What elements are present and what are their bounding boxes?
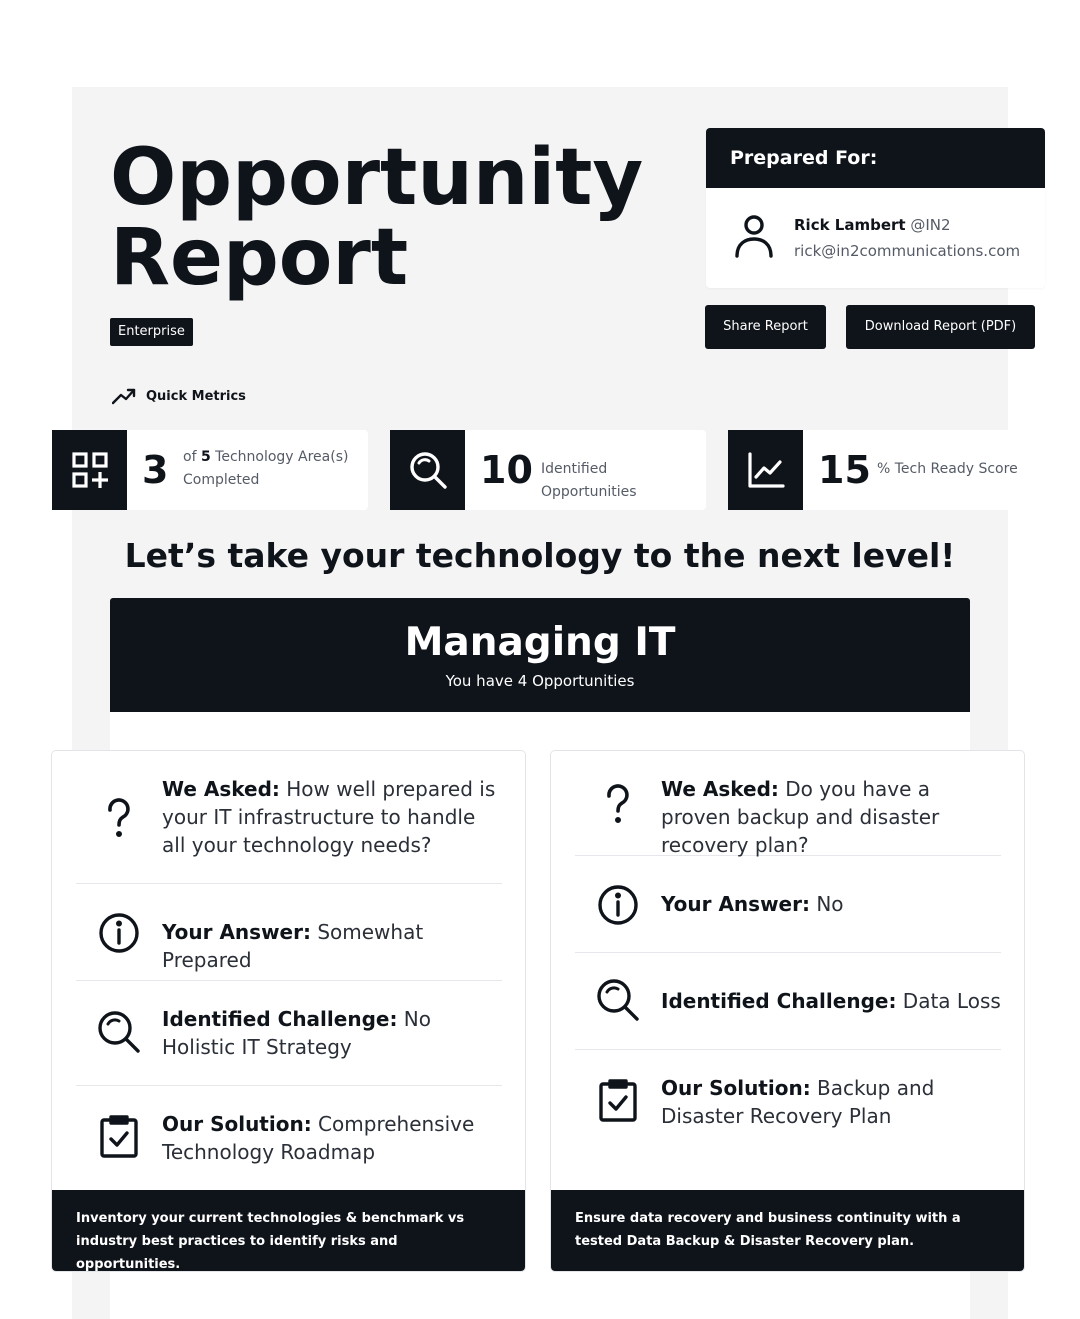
metric-card-tech-ready	[728, 430, 1045, 510]
share-report-button[interactable]: Share Report	[705, 305, 826, 349]
search-icon	[408, 450, 448, 490]
question-row: We Asked: How well prepared is your IT infrastructure to handle all your technology needs?	[76, 751, 502, 884]
quick-metrics-label: Quick Metrics	[146, 388, 246, 404]
card-footer: Inventory your current technologies & benchmark vs industry best practices to identify risks and opportunities.	[52, 1190, 525, 1271]
answer-row: Your Answer: Somewhat Prepared	[76, 884, 502, 981]
page-title	[110, 133, 644, 303]
headline: Let’s take your technology to the next level!	[124, 536, 956, 575]
metric-label: % Tech Ready Score	[877, 461, 1018, 477]
contact-name: Rick Lambert	[794, 216, 906, 234]
info-icon	[96, 910, 142, 956]
prepared-for-card	[706, 128, 1045, 288]
contact-handle: @IN2	[910, 216, 951, 234]
info-icon	[595, 882, 641, 928]
question-icon	[595, 781, 641, 827]
prepared-for-heading: Prepared For:	[706, 128, 1045, 188]
opportunity-card	[51, 750, 526, 1272]
title-line-2: Report	[110, 213, 409, 303]
solution-row: Our Solution: Comprehensive Technology Roadmap	[76, 1086, 502, 1191]
metric-value: 10	[480, 448, 533, 492]
metric-value: 15	[818, 448, 871, 492]
contact-name-line	[794, 216, 951, 234]
clipboard-check-icon	[96, 1114, 142, 1160]
challenge-row: Identified Challenge: No Holistic IT Strategy	[76, 981, 502, 1086]
download-report-button[interactable]: Download Report (PDF)	[846, 305, 1035, 349]
metric-label: Identified Opportunities	[541, 461, 637, 500]
clipboard-check-icon	[595, 1078, 641, 1124]
trending-up-icon	[112, 386, 136, 406]
line-chart-icon	[746, 450, 786, 490]
solution-row: Our Solution: Backup and Disaster Recovery Plan	[575, 1050, 1001, 1155]
contact-email: rick@in2communications.com	[794, 242, 1021, 260]
person-icon	[734, 214, 774, 258]
metric-card-areas	[52, 430, 368, 510]
question-icon	[96, 795, 142, 841]
answer-row: Your Answer: No	[575, 856, 1001, 953]
section-title: Managing IT	[404, 620, 676, 665]
opportunity-card	[550, 750, 1025, 1272]
metric-label: of 5 Technology Area(s) Completed	[183, 449, 349, 488]
metric-card-opportunities	[390, 430, 706, 510]
quick-metrics-heading	[112, 386, 246, 406]
search-icon	[96, 1009, 142, 1055]
metric-value: 3	[142, 448, 169, 492]
card-footer: Ensure data recovery and business continuity with a tested Data Backup & Disaster Recovery plan.	[551, 1190, 1024, 1271]
search-icon	[595, 977, 641, 1023]
plan-badge: Enterprise	[110, 318, 193, 346]
question-row: We Asked: Do you have a proven backup and disaster recovery plan?	[575, 751, 1001, 856]
apps-add-icon	[70, 450, 110, 490]
title-line-1: Opportunity	[110, 133, 644, 223]
section-header	[110, 598, 970, 712]
challenge-row: Identified Challenge: Data Loss	[575, 953, 1001, 1050]
section-subtitle: You have 4 Opportunities	[445, 672, 635, 690]
